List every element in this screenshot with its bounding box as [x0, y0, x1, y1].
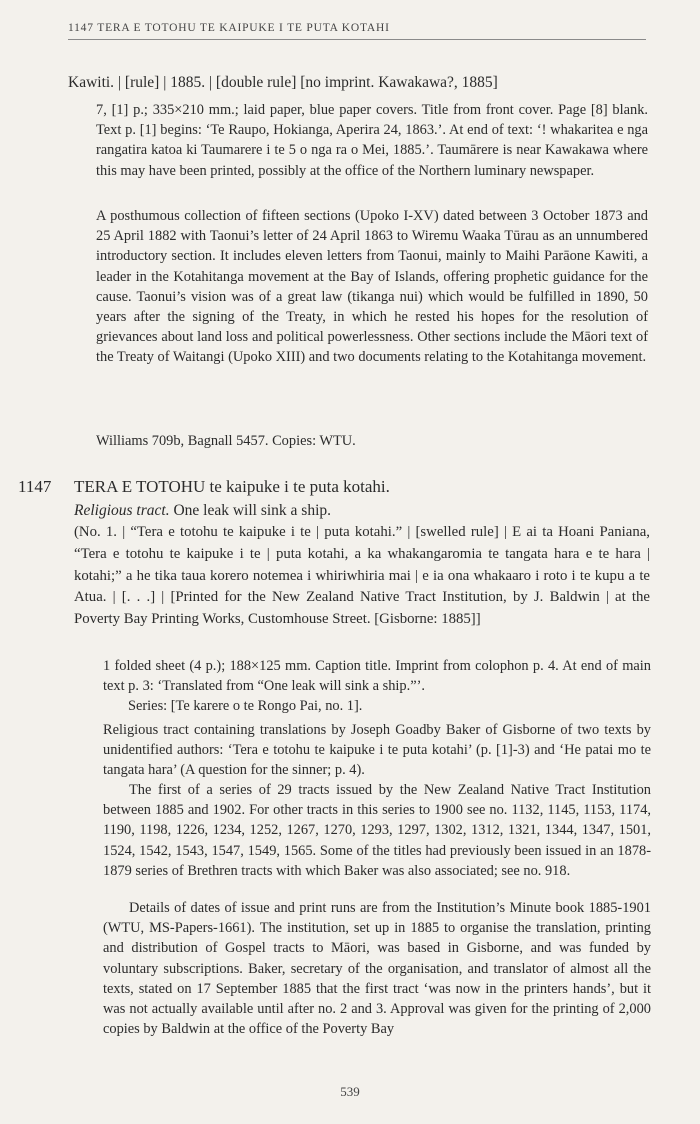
entry-series: Series: [Te karere o te Rongo Pai, no. 1].	[128, 698, 363, 714]
entry-transcription: (No. 1. | “Tera e totohu te kaipuke i te | puta kotahi.” | [swelled rule] | E ai ta Hoani Paniana, “Tera e totohu te kaipuke i te | puta kotahi, a ka whakangaromia te tangata hara e te hara | kotahi;” a he tika taua korero notemea i whiriwhiria mai | e ia ona whakaaro i roto i te kupu a te Atua. | [. . .] | [Printed for the New Zealand Native Tract Institution, by J. Baldwin | at the Poverty Bay Printing Works, Customhouse Street. [Gisborne: 1885]]	[74, 524, 650, 628]
entry-subtitle-text: One leak will sink a ship.	[169, 502, 332, 519]
entry-note-1: Religious tract containing translations by Joseph Goadby Baker of Gisborne of two texts by unidentified authors: ‘Tera e totohu te kaipuke i te puta kotahi’ (p. [1]-3) and ‘He patai mo te tangata hara’ (A question for the sinner; p. 4).	[103, 722, 651, 779]
prev-entry-note: A posthumous collection of fifteen sections (Upoko I-XV) dated between 3 October 1873 and 25 April 1882 with Taonui’s letter of 24 April 1863 to Wiremu Waaka Tūrau as an unnumbered introductory section. It includes eleven letters from Taonui, mainly to Maihi Parāone Kawiti, a leader in the Kotahitanga movement at the Bay of Islands, offering prophetic guidance for the cause. Taonui’s vision was of a great law (tikanga nui) which would be fulfilled in 1890, 50 years after the signing of the Treaty, in which he rested his hopes for the resolution of grievances about land loss and political powerlessness. Other sections include the Māori text of the Treaty of Waitangi (Upoko XIII) and two documents relating to the Kotahitanga movement.	[96, 208, 648, 366]
entry-note-3: Details of dates of issue and print runs are from the Institution’s Minute book 1885-1901 (WTU, MS-Papers-1661). The institution, set up in 1885 to organise the translation, printing and distribution of Gospel tracts to Māori, was based in Gisborne, and was funded by voluntary subscriptions. Baker, secretary of the organisation, and translator of almost all the texts, stated on 17 September 1885 that the first tract ‘was now in the printers hands’, but it was not actually available until after no. 2 and 3. Approval was given for the printing of 2,000 copies by Baldwin at the office of the Poverty Bay	[103, 900, 651, 1038]
prev-entry-description: 7, [1] p.; 335×210 mm.; laid paper, blue paper covers. Title from front cover. Page [8] blank. Text p. [1] begins: ‘Te Raupo, Hokianga, Aperira 24, 1863.’. At end of text: ‘! whakaritea e nga rangatira katoa ki Taumarere i te 5 o nga ra o Mei, 1885.’. Taumārere is near Kawakawa where this may have been printed, possibly at the office of the Northern luminary newspaper.	[96, 102, 648, 179]
page-number: 539	[340, 1084, 360, 1099]
entry-collation: 1 folded sheet (4 p.); 188×125 mm. Caption title. Imprint from colophon p. 4. At end of main text p. 3: ‘Translated from “One leak will sink a ship.”’.	[103, 658, 651, 695]
entry-title: TERA E TOTOHU te kaipuke i te puta kotahi.	[74, 477, 390, 496]
entry-subtitle-label: Religious tract.	[74, 502, 170, 519]
prev-entry-references: Williams 709b, Bagnall 5457. Copies: WTU.	[96, 433, 356, 449]
running-head: 1147 TERA E TOTOHU TE KAIPUKE I TE PUTA KOTAHI	[68, 22, 646, 40]
entry-number: 1147	[18, 477, 52, 496]
entry-subtitle	[74, 500, 648, 522]
entry-note-2: The first of a series of 29 tracts issued by the New Zealand Native Tract Institution between 1885 and 1902. For other tracts in this series to 1900 see no. 1132, 1145, 1153, 1174, 1190, 1198, 1226, 1234, 1252, 1267, 1270, 1293, 1297, 1302, 1312, 1321, 1344, 1347, 1501, 1524, 1542, 1543, 1547, 1549, 1565. Some of the titles had previously been issued in an 1878-1879 series of Brethren tracts with which Baker was also associated; see no. 918.	[103, 782, 651, 879]
prev-entry-title-line: Kawiti. | [rule] | 1885. | [double rule] [no imprint. Kawakawa?, 1885]	[68, 74, 498, 91]
